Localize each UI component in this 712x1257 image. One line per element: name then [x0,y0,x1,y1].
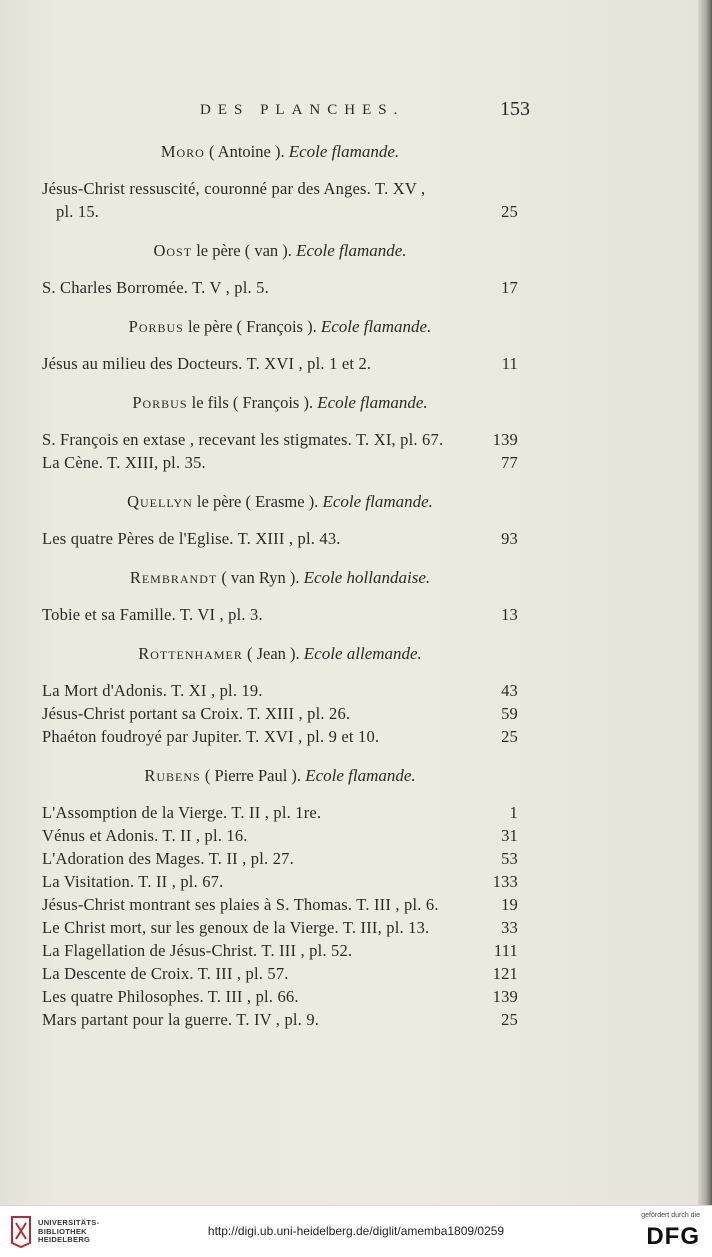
plate-title: Le Christ mort, sur les genoux de la Vierge. T. III, pl. 13. [42,918,430,937]
plate-entry [42,276,518,299]
page-reference: 139 [492,987,518,1006]
artist-name: Rubens [144,766,201,785]
running-head [200,98,530,128]
plate-entry [42,603,518,626]
plate-title: Jésus-Christ portant sa Croix. T. XIII , pl. 26. [42,704,351,723]
page-reference: 59 [501,704,518,723]
artist-name: Moro [160,142,205,161]
plate-title: Jésus-Christ ressuscité, couronné par des Anges. T. XV , [42,179,426,198]
plate-entry [42,177,518,223]
artist-school: Ecole flamande. [305,766,416,785]
artist-section [42,239,518,299]
artist-name: Oost [153,241,193,260]
plate-entry [42,893,518,916]
funding-note: gefördert durch die [641,1212,700,1219]
plate-title: La Visitation. T. II , pl. 67. [42,872,224,891]
page-reference: 25 [501,1010,518,1029]
artist-heading [42,566,518,589]
plate-title: La Cène. T. XIII, pl. 35. [42,453,206,472]
plate-entry [42,962,518,985]
plate-title: Mars partant pour la guerre. T. IV , pl. 9. [42,1010,320,1029]
artist-qualifier: ( Jean ). [242,644,304,663]
artist-school: Ecole flamande. [320,317,432,336]
library-name-line: HEIDELBERG [38,1235,91,1244]
plate-entry [42,702,518,725]
artist-name: Rottenhamer [138,644,243,663]
plate-entry [42,527,518,550]
artist-school: Ecole flamande. [317,393,428,412]
page-number: 153 [500,98,530,120]
page-reference: 11 [501,354,518,373]
artist-section [42,764,518,1031]
artist-qualifier: ( Pierre Paul ). [200,766,306,785]
plate-entry [42,824,518,847]
artist-heading [42,239,518,262]
artist-qualifier: le père ( François ). [183,317,321,336]
artist-heading [42,764,518,787]
artist-name: Porbus [128,317,184,336]
plate-title-continued: pl. 15. [56,202,100,221]
page-reference: 121 [492,964,518,983]
plate-entry [42,939,518,962]
artist-heading [42,490,518,513]
page-reference: 31 [501,826,518,845]
page-reference: 53 [501,849,518,868]
plate-title: S. Charles Borromée. T. V , pl. 5. [42,278,269,297]
artist-heading [42,140,518,163]
artist-school: Ecole flamande. [322,492,433,511]
plate-title: L'Adoration des Mages. T. II , pl. 27. [42,849,294,868]
plate-title: S. François en extase , recevant les stigmates. T. XI, pl. 67. [42,430,444,449]
page-reference: 111 [493,941,518,960]
artist-qualifier: ( Antoine ). [204,142,289,161]
plate-entry [42,801,518,824]
artist-section [42,566,518,626]
page-reference: 19 [501,895,518,914]
artist-section [42,490,518,550]
artist-section [42,391,518,474]
plate-title: La Mort d'Adonis. T. XI , pl. 19. [42,681,263,700]
plate-entry [42,428,518,451]
artist-heading [42,391,518,414]
artist-heading [42,642,518,665]
page-reference: 25 [501,727,518,746]
plate-entry [42,1008,518,1031]
plate-entry [42,352,518,375]
plate-title: La Flagellation de Jésus-Christ. T. III , pl. 52. [42,941,353,960]
artist-name: Quellyn [127,492,193,511]
dfg-logo: DFG [646,1223,700,1250]
plate-entry [42,985,518,1008]
plate-entry [42,451,518,474]
page-reference: 133 [492,872,518,891]
plate-title: Vénus et Adonis. T. II , pl. 16. [42,826,248,845]
plate-entry [42,847,518,870]
plate-title: Les quatre Pères de l'Eglise. T. XIII , pl. 43. [42,529,341,548]
plate-entry [42,870,518,893]
plate-entry [42,916,518,939]
index-content [42,130,518,1047]
book-spine-shadow [698,0,712,1205]
page-reference: 93 [501,529,518,548]
plate-title: Jésus-Christ montrant ses plaies à S. Thomas. T. III , pl. 6. [42,895,439,914]
page-reference: 1 [509,803,518,822]
artist-qualifier: le père ( Erasme ). [192,492,323,511]
plate-title: Les quatre Philosophes. T. III , pl. 66. [42,987,299,1006]
page-reference: 17 [501,278,518,297]
page-reference: 13 [501,605,518,624]
permalink-url[interactable]: http://digi.ub.uni-heidelberg.de/diglit/amemba1809/0259 [207,1224,505,1238]
plate-title: Tobie et sa Famille. T. VI , pl. 3. [42,605,263,624]
artist-school: Ecole hollandaise. [303,568,431,587]
artist-section [42,140,518,223]
artist-qualifier: le père ( van ). [192,241,297,260]
plate-title: Phaéton foudroyé par Jupiter. T. XVI , pl. 9 et 10. [42,727,380,746]
artist-qualifier: ( van Ryn ). [217,568,304,587]
artist-name: Rembrandt [129,568,218,587]
plate-entry [42,679,518,702]
plate-entry [42,725,518,748]
artist-name: Porbus [132,393,188,412]
page-reference: 77 [501,453,518,472]
plate-title: L'Assomption de la Vierge. T. II , pl. 1re. [42,803,322,822]
artist-school: Ecole allemande. [303,644,422,663]
artist-section [42,642,518,748]
page-reference: 139 [492,430,518,449]
artist-heading [42,315,518,338]
running-head-title: DES PLANCHES. [200,102,405,118]
viewer-footer [0,1205,712,1257]
page-reference: 33 [501,918,518,937]
page-reference: 25 [501,202,518,221]
artist-school: Ecole flamande. [288,142,400,161]
artist-school: Ecole flamande. [296,241,407,260]
page-reference: 43 [501,681,518,700]
artist-section [42,315,518,375]
library-name-line: BIBLIOTHEK [38,1226,87,1236]
library-name-line: UNIVERSITÄTS- [38,1218,100,1227]
artist-qualifier: le fils ( François ). [187,393,318,412]
plate-title: La Descente de Croix. T. III , pl. 57. [42,964,289,983]
plate-title: Jésus au milieu des Docteurs. T. XVI , pl. 1 et 2. [42,354,372,373]
